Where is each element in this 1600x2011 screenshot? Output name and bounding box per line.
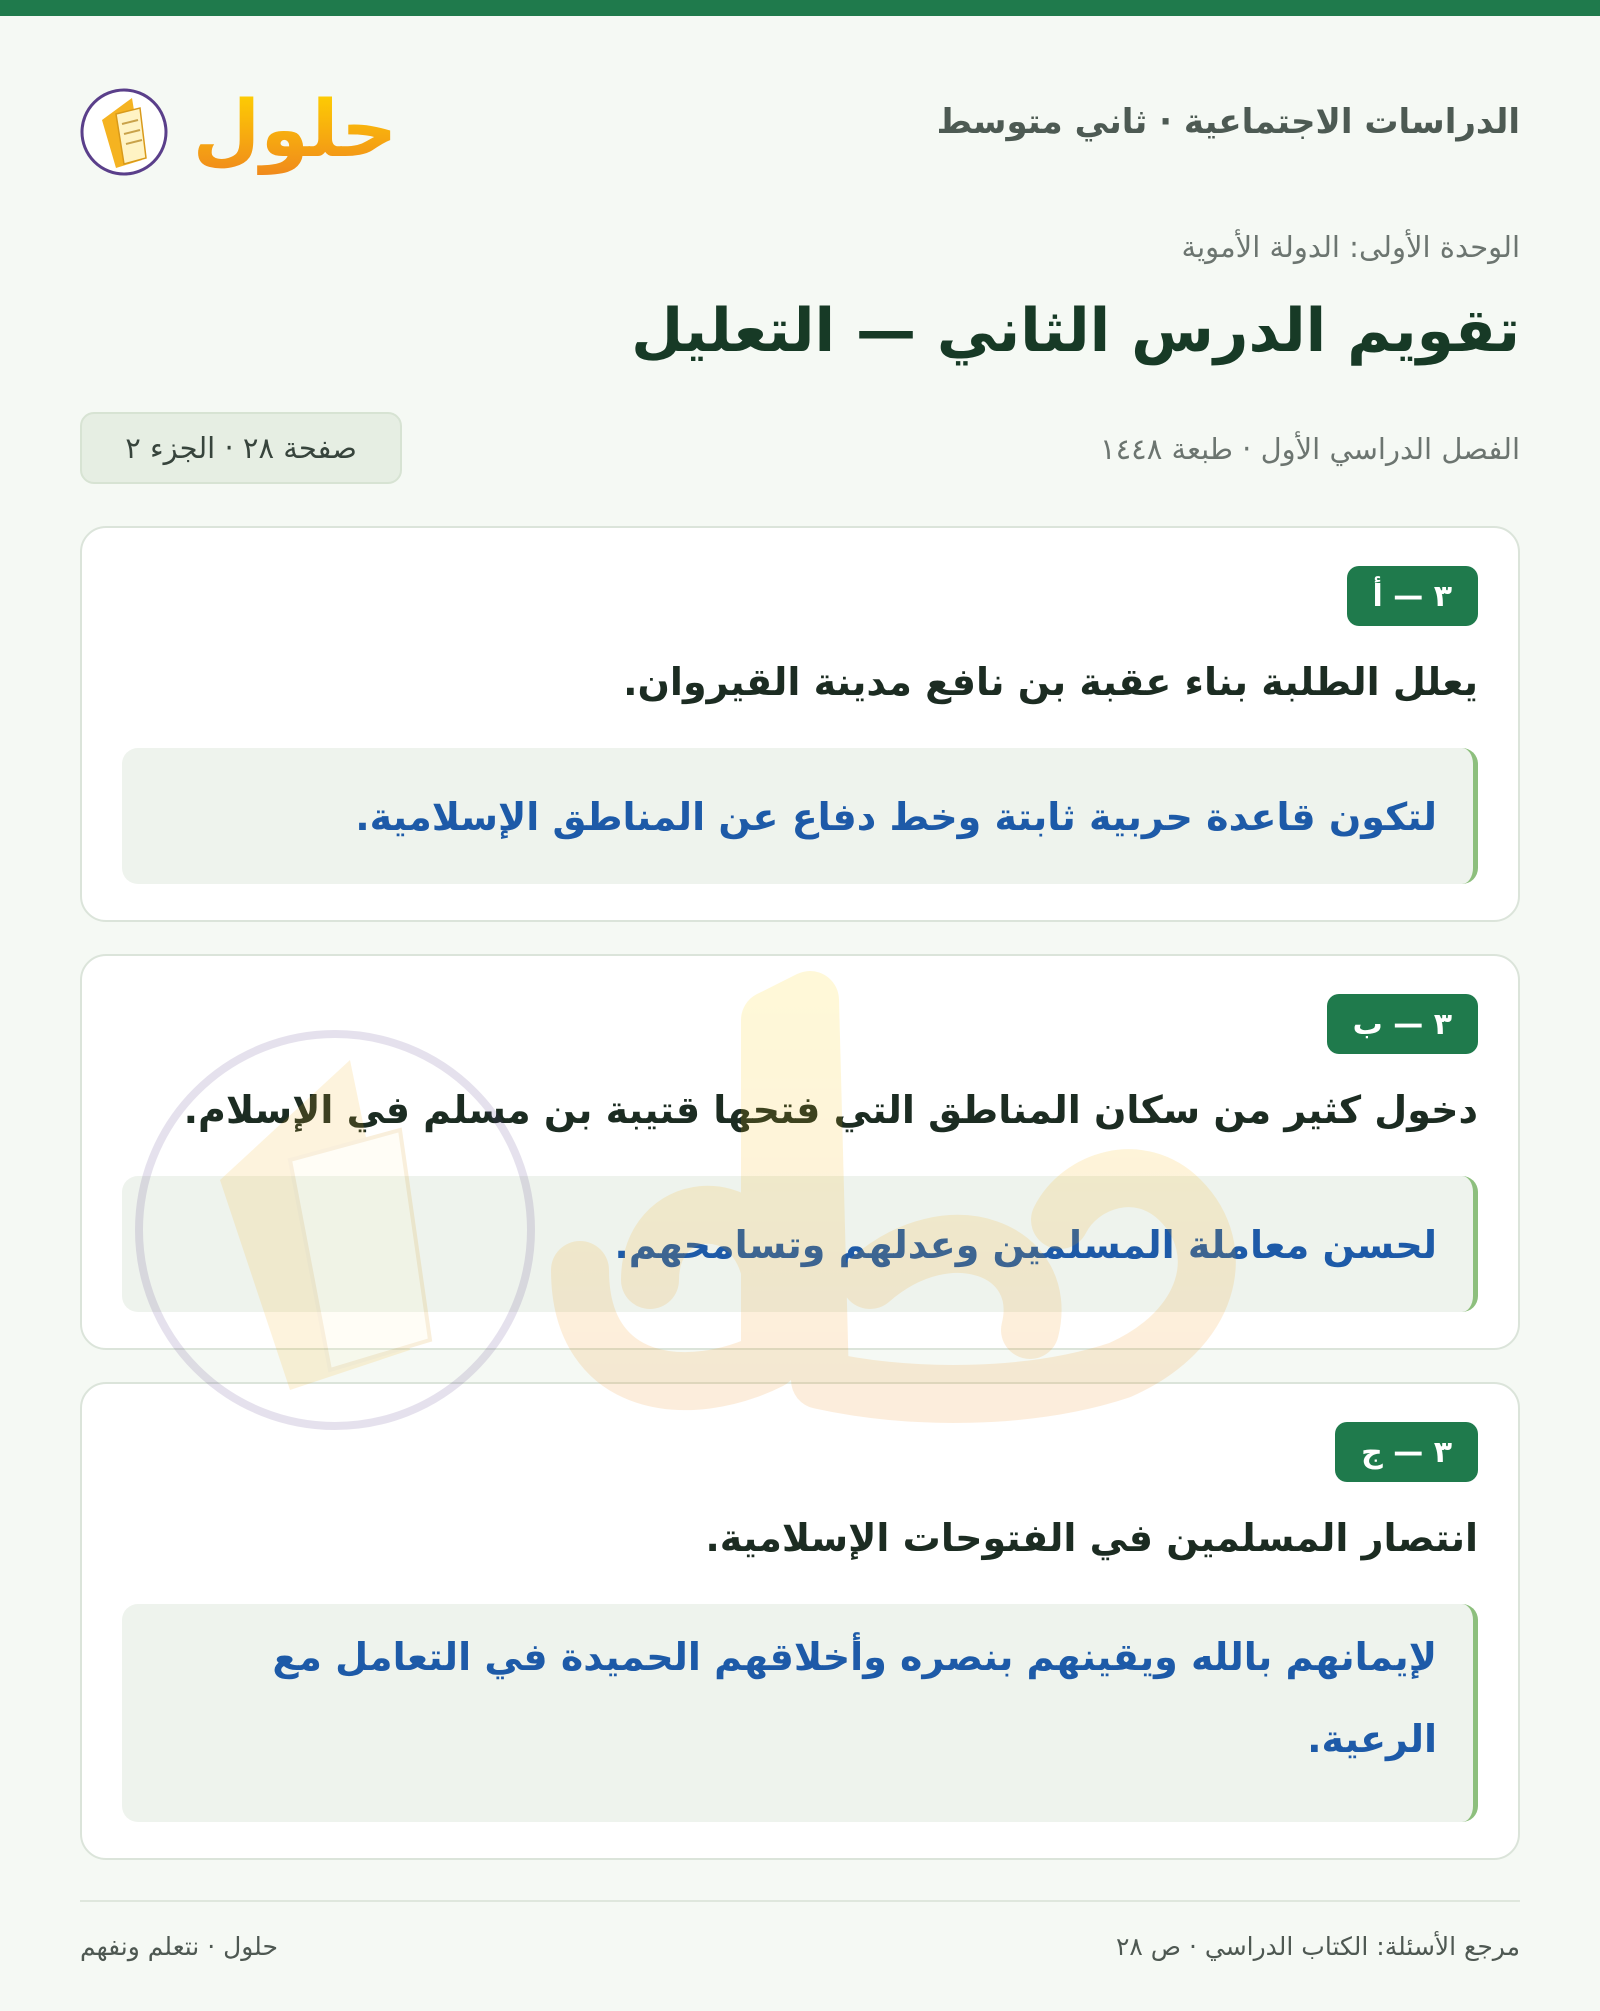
- footer-brand: حلول · نتعلم ونفهم: [80, 1932, 278, 1961]
- top-accent-bar: [0, 0, 1600, 16]
- logo-icon: [80, 68, 398, 188]
- svg-text:حلول: حلول: [192, 85, 398, 175]
- question-number-badge: ٣ — ج: [1335, 1422, 1478, 1482]
- term-label: الفصل الدراسي الأول · طبعة ١٤٤٨: [1100, 432, 1520, 466]
- question-text: دخول كثير من سكان المناطق التي فتحها قتيبة بن مسلم في الإسلام.: [183, 1088, 1478, 1132]
- question-text: يعلل الطلبة بناء عقبة بن نافع مدينة القيروان.: [623, 660, 1478, 704]
- question-card: [80, 526, 1520, 922]
- page-header: [80, 68, 1520, 188]
- unit-label: الوحدة الأولى: الدولة الأموية: [1181, 230, 1520, 264]
- footer-divider: [80, 1900, 1520, 1902]
- logo: [80, 68, 398, 188]
- answer-text: لإيمانهم بالله ويقينهم بنصره وأخلاقهم الحميدة في التعامل مع الرعية.: [122, 1604, 1478, 1822]
- question-text: انتصار المسلمين في الفتوحات الإسلامية.: [705, 1516, 1478, 1560]
- page-badge: صفحة ٢٨ · الجزء ٢: [80, 412, 402, 484]
- question-card: [80, 954, 1520, 1350]
- question-number-badge: ٣ — ب: [1327, 994, 1478, 1054]
- answer-text: لحسن معاملة المسلمين وعدلهم وتسامحهم.: [122, 1176, 1478, 1312]
- footer-reference: مرجع الأسئلة: الكتاب الدراسي · ص ٢٨: [1115, 1932, 1520, 1961]
- answer-text: لتكون قاعدة حربية ثابتة وخط دفاع عن المناطق الإسلامية.: [122, 748, 1478, 884]
- subject-title: الدراسات الاجتماعية · ثاني متوسط: [936, 102, 1520, 142]
- question-number-badge: ٣ — أ: [1347, 566, 1478, 626]
- question-card: [80, 1382, 1520, 1860]
- page-title: تقويم الدرس الثاني — التعليل: [631, 296, 1520, 366]
